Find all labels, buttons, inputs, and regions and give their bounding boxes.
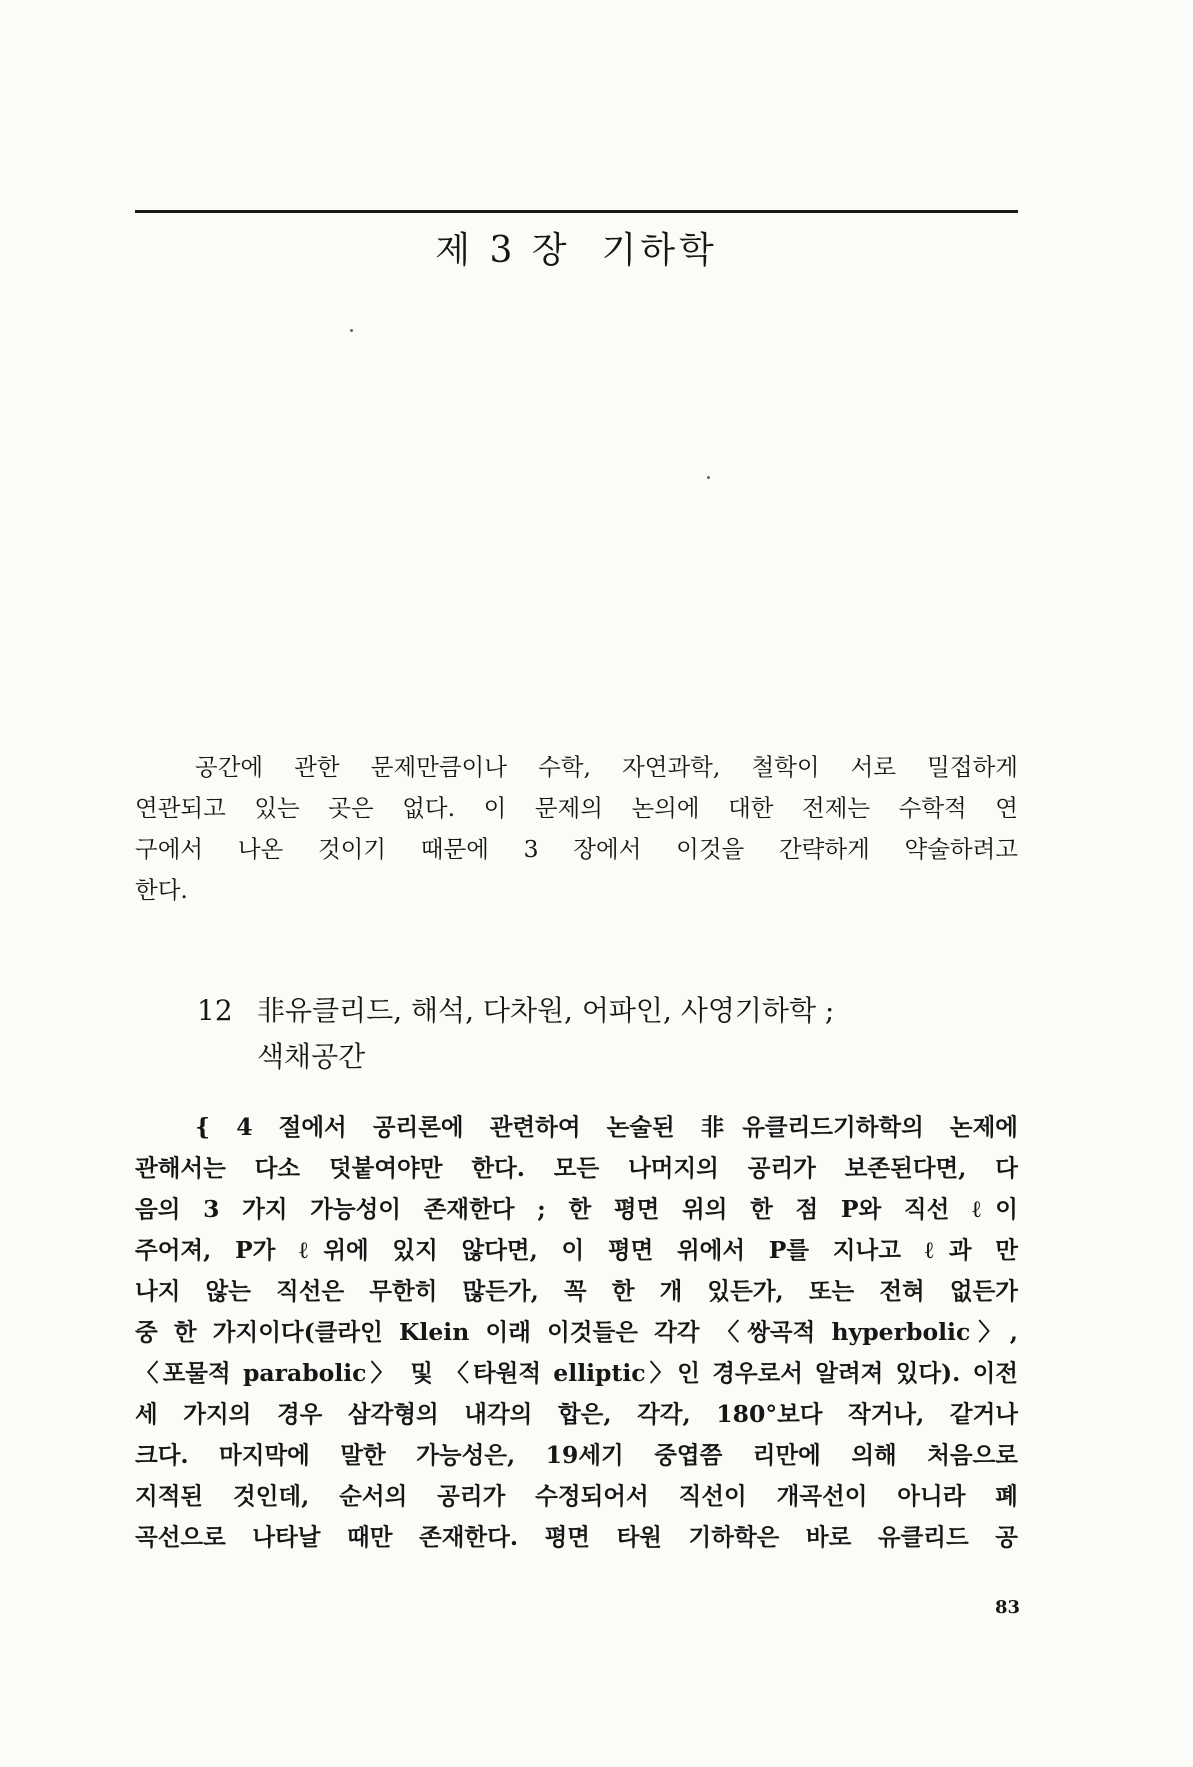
- body-line: 중 한 가지이다(클라인 Klein 이래 이것들은 각각 〈쌍곡적 hyperbolic〉,: [135, 1318, 1018, 1346]
- body-line: 〈포물적 parabolic〉 및 〈타원적 elliptic〉인 경우로서 알려져 있다). 이전: [135, 1359, 1018, 1387]
- section-number: 12: [197, 994, 233, 1027]
- intro-line: 한다.: [135, 876, 188, 904]
- chapter-title: 제 3 장 기하학: [435, 230, 718, 271]
- section-title-line2: 색채공간: [257, 1040, 366, 1073]
- body-line: 세 가지의 경우 삼각형의 내각의 합은, 각각, 180°보다 작거나, 같거나: [135, 1400, 1018, 1428]
- scan-speck: [350, 329, 353, 332]
- body-line: 곡선으로 나타날 때만 존재한다. 평면 타원 기하학은 바로 유클리드 공: [135, 1523, 1018, 1551]
- section-heading: [197, 988, 957, 1080]
- body-paragraph: [135, 1107, 1018, 1558]
- intro-paragraph: [135, 747, 1018, 911]
- body-line: 지적된 것인데, 순서의 공리가 수정되어서 직선이 개곡선이 아니라 폐: [135, 1482, 1018, 1510]
- body-line: 나지 않는 직선은 무한히 많든가, 꼭 한 개 있든가, 또는 전혀 없든가: [135, 1277, 1018, 1305]
- body-line: 관해서는 다소 덧붙여야만 한다. 모든 나머지의 공리가 보존된다면, 다: [135, 1154, 1018, 1182]
- chapter-rule: [135, 210, 1018, 213]
- body-line: 주어져, P가 ℓ위에 있지 않다면, 이 평면 위에서 P를 지나고 ℓ과 만: [135, 1236, 1018, 1264]
- intro-line: 연관되고 있는 곳은 없다. 이 문제의 논의에 대한 전제는 수학적 연: [135, 794, 1018, 822]
- intro-line: 구에서 나온 것이기 때문에 3 장에서 이것을 간략하게 약술하려고: [135, 835, 1018, 863]
- intro-line: 공간에 관한 문제만큼이나 수학, 자연과학, 철학이 서로 밀접하게: [195, 753, 1018, 781]
- body-line: { 4 절에서 공리론에 관련하여 논술된 非유클리드기하학의 논제에: [195, 1113, 1018, 1141]
- body-line: 음의 3 가지 가능성이 존재한다 ; 한 평면 위의 한 점 P와 직선 ℓ이: [135, 1195, 1018, 1223]
- page-number: 83: [994, 1597, 1020, 1618]
- body-line: 크다. 마지막에 말한 가능성은, 19세기 중엽쯤 리만에 의해 처음으로: [135, 1441, 1018, 1469]
- scan-speck: [707, 476, 710, 479]
- section-title-line1: 非유클리드, 해석, 다차원, 어파인, 사영기하학 ;: [257, 994, 835, 1027]
